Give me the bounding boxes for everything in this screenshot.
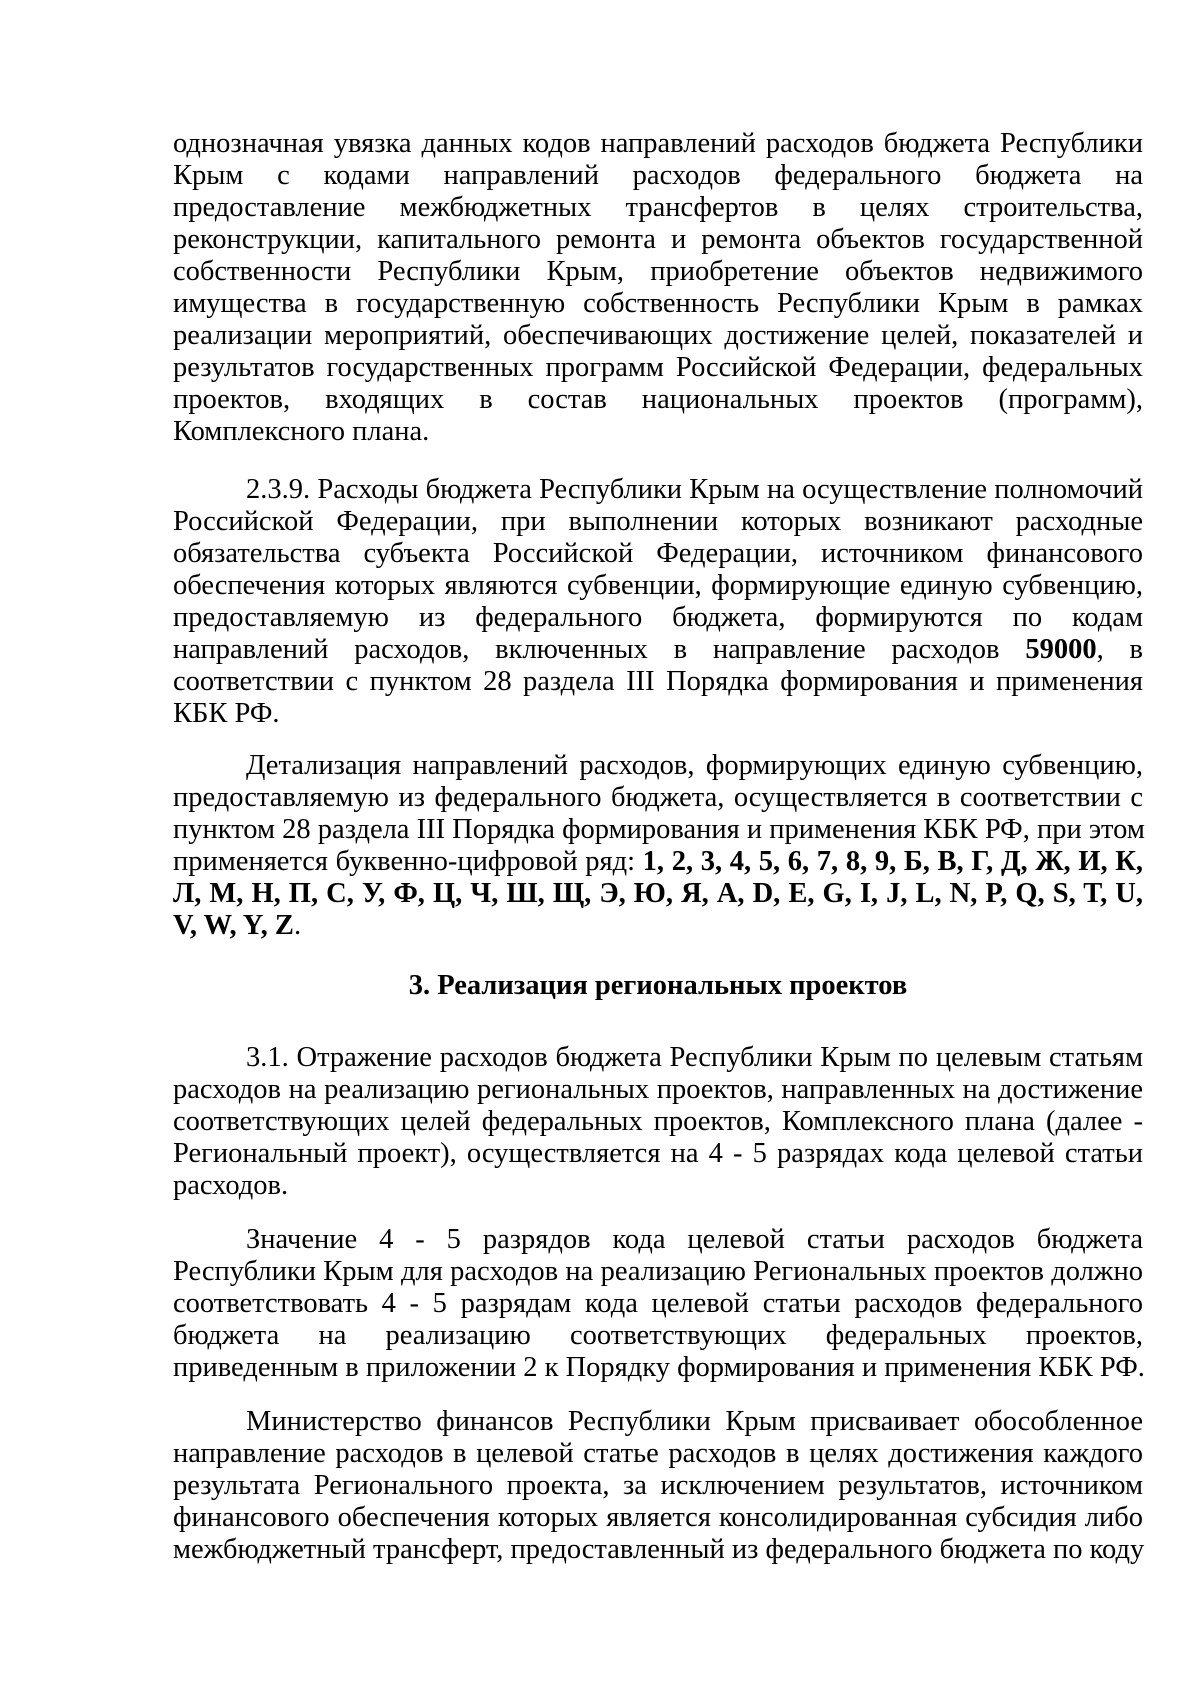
text-line: предоставляемую из федерального бюджета, осуществляется в соответствии с [173,782,1143,813]
text-line: собственности Республики Крым, приобретение объектов недвижимого [173,256,1143,287]
text-line [173,634,1143,666]
text-line: Российской Федерации, при выполнении которых возникают расходные [173,506,1143,537]
text-line: направление расходов в целевой статье расходов в целях достижения каждого [173,1438,1143,1469]
direction-code: 59000 [1025,634,1097,665]
paragraph-detalization [173,750,1143,942]
text-line: приведенным в приложении 2 к Порядку формирования и применения КБК РФ. [173,1352,1145,1383]
text-fragment: применяется буквенно-цифровой ряд: [173,846,643,877]
text-line: обеспечения которых являются субвенции, формирующие единую субвенцию, [173,570,1143,601]
text-fragment: . [293,910,302,941]
text-line: 2.3.9. Расходы бюджета Республики Крым на осуществление полномочий [246,474,1143,505]
text-line: КБК РФ. [173,698,280,729]
text-line: реализации мероприятий, обеспечивающих достижение целей, показателей и [173,320,1143,351]
text-line: Крым с кодами направлений расходов федерального бюджета на [173,160,1143,191]
text-line: пунктом 28 раздела III Порядка формирования и применения КБК РФ, при этом [173,814,1145,845]
text-line: бюджета на реализацию соответствующих федеральных проектов, [173,1320,1143,1351]
text-line: Комплексного плана. [173,416,430,447]
text-line: результата Регионального проекта, за исключением результатов, источником [173,1470,1143,1501]
text-line: Республики Крым для расходов на реализацию Региональных проектов должно [173,1256,1143,1287]
text-line: предоставляемую из федерального бюджета, формируются по кодам [173,602,1143,633]
text-line: Детализация направлений расходов, формирующих единую субвенцию, [246,750,1143,781]
paragraph-digits-value [173,1224,1143,1384]
text-line: финансового обеспечения которых является консолидированная субсидия либо [173,1502,1143,1533]
text-line: результатов государственных программ Российской Федерации, федеральных [173,352,1143,383]
text-line: Региональный проект), осуществляется на 4 - 5 разрядах кода целевой статьи [173,1138,1143,1169]
text-line [173,910,1143,942]
text-line: 3.1. Отражение расходов бюджета Республики Крым по целевым статьям [246,1042,1143,1073]
text-line: проектов, входящих в состав национальных проектов (программ), [173,384,1143,415]
text-line: имущества в государственную собственность Республики Крым в рамках [173,288,1143,319]
text-line: расходов. [173,1170,289,1201]
alphanumeric-series: V, W, Y, Z [173,910,294,941]
paragraph-ministry [173,1406,1143,1566]
text-line: межбюджетный трансферт, предоставленный из федерального бюджета по коду [173,1534,1145,1565]
section-heading: 3. Реализация региональных проектов [408,970,908,1001]
text-line: предоставление межбюджетных трансфертов в целях строительства, [173,192,1143,223]
text-line: соответствующих целей федеральных проектов, Комплексного плана (далее - [173,1106,1143,1137]
text-line [173,846,1143,878]
text-line: однозначная увязка данных кодов направлений расходов бюджета Республики [173,128,1143,159]
alphanumeric-series: Л, М, Н, П, С, У, Ф, Ц, Ч, Ш, Щ, Э, Ю, Я, A, D, E, G, I, J, L, N, P, Q, S, T, U, [173,878,1143,909]
text-line: Значение 4 - 5 разрядов кода целевой статьи расходов бюджета [246,1224,1143,1255]
text-line: Министерство финансов Республики Крым присваивает обособленное [246,1406,1143,1437]
text-line: соответствии с пунктом 28 раздела III Порядка формирования и применения [173,666,1143,697]
text-line: обязательства субъекта Российской Федерации, источником финансового [173,538,1143,569]
text-fragment: , в [1096,634,1143,665]
paragraph-continuation [173,128,1143,448]
text-line: расходов на реализацию региональных проектов, направленных на достижение [173,1074,1143,1105]
text-line: реконструкции, капитального ремонта и ремонта объектов государственной [173,224,1143,255]
text-fragment: направлений расходов, включенных в направление расходов [173,634,1026,665]
text-line: соответствовать 4 - 5 разрядам кода целевой статьи расходов федерального [173,1288,1143,1319]
alphanumeric-series: 1, 2, 3, 4, 5, 6, 7, 8, 9, Б, В, Г, Д, Ж, И, К, [642,846,1144,877]
paragraph-3-1 [173,1042,1143,1202]
paragraph-2-3-9 [173,474,1143,730]
